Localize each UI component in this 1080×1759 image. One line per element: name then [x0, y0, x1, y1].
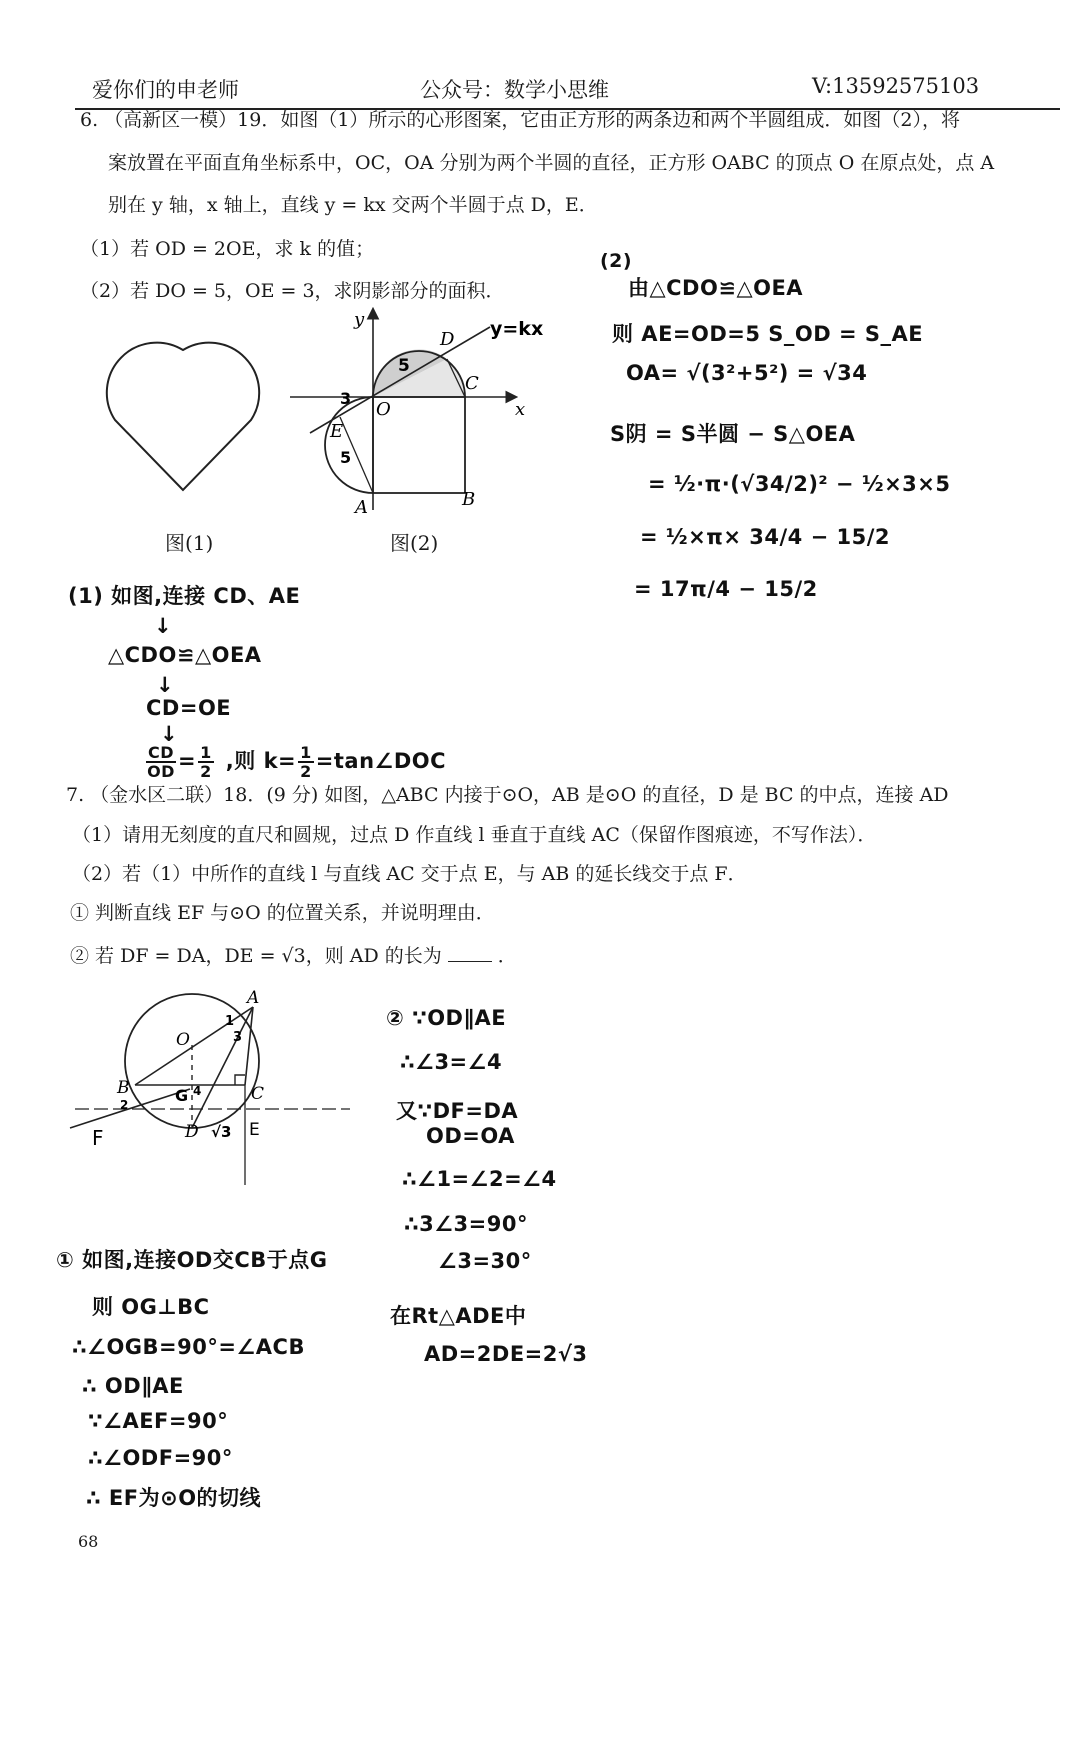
q7-hw-left-6: ∴∠ODF=90°	[88, 1446, 233, 1470]
q7-hw-left-2: 则 OG⊥BC	[92, 1295, 210, 1319]
q7-hw-left-7: ∴ EF为⊙O的切线	[86, 1486, 262, 1510]
q6-hw-right-1: 由△CDO≌△OEA	[628, 276, 804, 300]
q7-hw-left-4: ∴ OD∥AE	[82, 1374, 184, 1398]
q6-part-2: （2）若 DO = 5，OE = 3，求阴影部分的面积．	[80, 280, 505, 302]
fraction-one-half-k: $\frac{1}{2}$	[300, 743, 312, 781]
q7-hw-right-1: ② ∵OD∥AE	[386, 1006, 507, 1030]
q7-hw-right-7: ∠3=30°	[438, 1249, 532, 1273]
q7-hw-left-5: ∵∠AEF=90°	[88, 1409, 229, 1433]
page-number: 68	[78, 1532, 99, 1551]
fig2-hw-3: 3	[340, 389, 352, 408]
q6-hw-left-4: $\frac{CD}{OD}$ = $\frac{1}{2}$ ,则 k= $\frac{1}{2}$ =tan∠DOC	[147, 743, 447, 781]
q7-line-1: 7. （金水区二联）18．(9 分) 如图，△ABC 内接于⊙O，AB 是⊙O 的直径，D 是 BC 的中点，连接 AD	[66, 784, 949, 806]
q6-hw-arrow-3: ↓	[160, 722, 179, 746]
q6-hw-left-1: (1) 如图,连接 CD、AE	[68, 584, 301, 608]
answer-blank	[448, 961, 492, 962]
fig3-angle-2: 2	[120, 1098, 129, 1112]
fig2-label-O: O	[376, 399, 391, 420]
fraction-one-half: $\frac{1}{2}$	[200, 743, 212, 781]
heart-figure	[95, 310, 295, 510]
fig2-label-D: D	[440, 329, 455, 350]
fig3-label-G: G	[175, 1086, 189, 1105]
q6-hw-right-3: OA= √(3²+5²) = √34	[626, 361, 868, 385]
fraction-cd-od: $\frac{CD}{OD}$	[147, 743, 175, 781]
fig3-angle-4: 4	[193, 1084, 202, 1098]
q7-hw-right-5: ∴∠1=∠2=∠4	[402, 1167, 557, 1191]
fig2-label-C: C	[465, 373, 479, 394]
fig3-label-sqrt3: √3	[211, 1123, 232, 1141]
header-center: 公众号：数学小思维	[420, 78, 609, 102]
q6-hw-arrow-1: ↓	[154, 614, 173, 638]
q7-part-1: （1）请用无刻度的直尺和圆规，过点 D 作直线 l 垂直于直线 AC（保留作图痕迹，不写作法）．	[72, 824, 877, 846]
fig2-caption: 图(2)	[390, 531, 439, 555]
fig2-line-label: y=kx	[490, 318, 544, 340]
fig2-label-E: E	[330, 421, 344, 442]
fig2-hw-5-top: 5	[398, 356, 410, 376]
fig2-hw-5-left: 5	[340, 448, 352, 467]
fig3-label-A: A	[247, 988, 260, 1008]
q7-part-2: （2）若（1）中所作的直线 l 与直线 AC 交于点 E，与 AB 的延长线交于点 F．	[72, 863, 747, 885]
coordinate-figure	[290, 305, 550, 535]
q7-sub-2: ② 若 DF = DA，DE = √3，则 AD 的长为 ．	[70, 945, 517, 967]
q7-hw-left-3: ∴∠OGB=90°=∠ACB	[72, 1335, 305, 1359]
q6-hw-right-7: = 17π/4 − 15/2	[634, 577, 818, 601]
q7-hw-right-9: AD=2DE=2√3	[424, 1342, 588, 1366]
fig3-label-B: B	[117, 1078, 130, 1098]
q6-part-1: （1）若 OD = 2OE，求 k 的值；	[80, 238, 375, 260]
fig3-label-E: E	[249, 1120, 260, 1140]
q7-sub-1: ① 判断直线 EF 与⊙O 的位置关系，并说明理由．	[70, 902, 495, 924]
q6-hw-right-6: = ½×π× 34/4 − 15/2	[640, 525, 890, 549]
q6-line-2: 案放置在平面直角坐标系中，OC，OA 分别为两个半圆的直径，正方形 OABC 的顶点 O 在原点处，点 A	[108, 152, 995, 174]
fig2-label-A: A	[355, 497, 368, 518]
q6-hw-right-5: = ½·π·(√34/2)² − ½×3×5	[648, 472, 951, 496]
fig3-angle-3: 3	[233, 1030, 243, 1045]
q7-hw-right-4: OD=OA	[426, 1124, 515, 1148]
q7-hw-right-2: ∴∠3=∠4	[400, 1050, 503, 1074]
header-right: V:13592575103	[812, 74, 980, 98]
q6-hw-arrow-2: ↓	[156, 673, 175, 697]
fig3-label-O: O	[176, 1030, 190, 1050]
circle-figure	[65, 985, 365, 1185]
fig2-label-y: y	[354, 309, 365, 330]
header-left: 爱你们的申老师	[92, 78, 239, 102]
fig3-angle-1: 1	[225, 1014, 235, 1029]
q7-hw-right-8: 在Rt△ADE中	[390, 1304, 527, 1328]
q7-hw-left-1: ① 如图,连接OD交CB于点G	[56, 1248, 328, 1272]
q6-hw-left-2: △CDO≌△OEA	[108, 643, 262, 667]
fig1-caption: 图(1)	[165, 531, 214, 555]
fig3-label-D: D	[185, 1122, 199, 1142]
fig2-label-x: x	[515, 399, 526, 420]
q7-hw-right-6: ∴3∠3=90°	[404, 1212, 528, 1236]
q6-hw-right-0: (2)	[600, 250, 633, 272]
q6-line-1: 6. （高新区一模）19．如图（1）所示的心形图案，它由正方形的两条边和两个半圆组成．如图（2），将	[80, 109, 961, 131]
q6-hw-right-4: S阴 = S半圆 − S△OEA	[610, 422, 856, 446]
q7-hw-right-3: 又∵DF=DA	[396, 1099, 519, 1123]
fig2-label-B: B	[462, 489, 476, 510]
q6-line-3: 别在 y 轴，x 轴上，直线 y = kx 交两个半圆于点 D，E．	[108, 194, 598, 216]
q6-hw-right-2: 则 AE=OD=5 S_OD = S_AE	[612, 322, 924, 346]
fig3-label-C: C	[251, 1084, 265, 1104]
fig3-label-F: F	[92, 1126, 104, 1150]
q6-hw-left-3: CD=OE	[146, 696, 232, 720]
